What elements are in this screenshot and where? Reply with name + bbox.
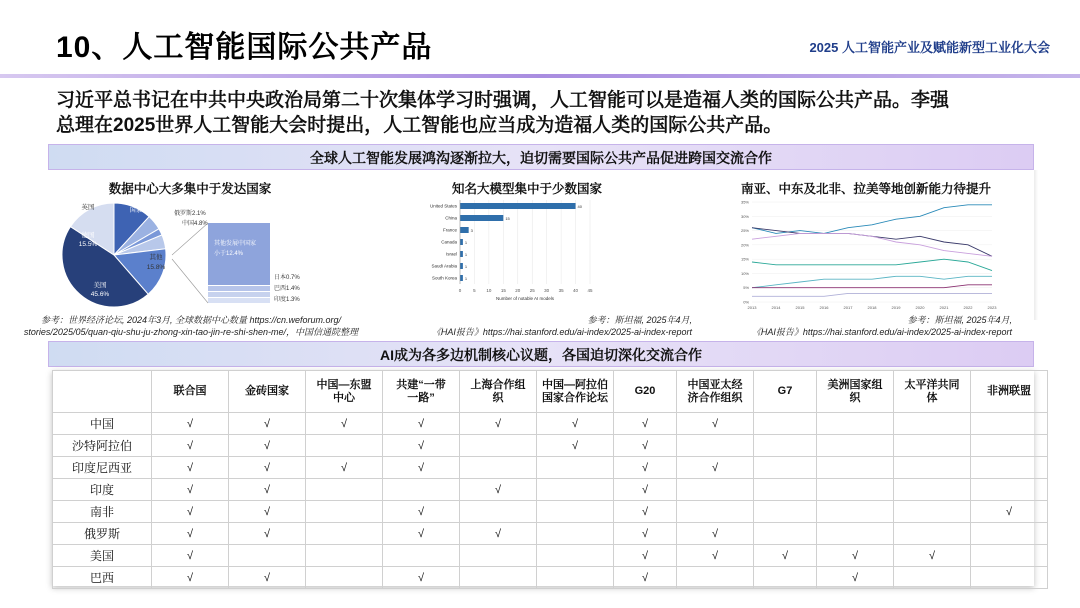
check-cell: √ bbox=[383, 457, 460, 479]
country-name: 印度 bbox=[53, 479, 152, 501]
check-cell: √ bbox=[383, 523, 460, 545]
table-column-header: 美洲国家组 织 bbox=[817, 371, 894, 413]
table-column-header: G20 bbox=[614, 371, 677, 413]
check-cell: √ bbox=[229, 501, 306, 523]
check-cell: √ bbox=[152, 413, 229, 435]
empty-cell bbox=[971, 545, 1048, 567]
empty-cell bbox=[383, 545, 460, 567]
empty-cell bbox=[460, 501, 537, 523]
breakdown-label: 巴西1.4% bbox=[274, 286, 300, 292]
breakdown-bar bbox=[208, 286, 270, 291]
empty-cell bbox=[971, 523, 1048, 545]
table-column-header: 中国—东盟 中心 bbox=[306, 371, 383, 413]
x-tick-label: 2017 bbox=[843, 305, 853, 310]
check-cell: √ bbox=[229, 523, 306, 545]
x-tick-label: 35 bbox=[558, 288, 564, 293]
empty-cell bbox=[754, 479, 817, 501]
check-cell: √ bbox=[306, 413, 383, 435]
country-name: 巴西 bbox=[53, 567, 152, 589]
country-name: 南非 bbox=[53, 501, 152, 523]
section-banner-multilateral: AI成为各多边机制核心议题，各国迫切深化交流合作 bbox=[48, 341, 1034, 367]
x-tick-label: 2018 bbox=[867, 305, 877, 310]
table-header-row bbox=[53, 371, 1048, 413]
check-cell: √ bbox=[152, 479, 229, 501]
table-column-header: 中国—阿拉伯 国家合作论坛 bbox=[537, 371, 614, 413]
intro-text bbox=[56, 88, 1046, 138]
table-column-header: 金砖国家 bbox=[229, 371, 306, 413]
empty-cell bbox=[537, 479, 614, 501]
table-row bbox=[53, 457, 1048, 479]
category-label: Canada bbox=[441, 239, 457, 245]
table-row bbox=[53, 523, 1048, 545]
check-cell: √ bbox=[306, 457, 383, 479]
check-cell: √ bbox=[229, 479, 306, 501]
check-cell: √ bbox=[677, 457, 754, 479]
empty-cell bbox=[894, 523, 971, 545]
intro-line-2: 总理在2025世界人工智能大会时提出，人工智能也应当成为造福人类的国际公共产品。 bbox=[56, 115, 783, 136]
check-cell: √ bbox=[614, 413, 677, 435]
y-tick-label: 30% bbox=[740, 213, 749, 219]
reference-2: 参考：斯坦福, 2025年4月, 《HAI报告》https://hai.stanford.edu/ai-index/2025-ai-index-report bbox=[431, 315, 692, 337]
country-name: 中国 bbox=[53, 413, 152, 435]
empty-cell bbox=[817, 479, 894, 501]
empty-cell bbox=[677, 567, 754, 589]
series-line bbox=[752, 285, 992, 288]
table-row bbox=[53, 501, 1048, 523]
bar-value-label: 1 bbox=[464, 264, 468, 269]
check-cell: √ bbox=[537, 435, 614, 457]
empty-cell bbox=[754, 457, 817, 479]
x-tick-label: 5 bbox=[473, 288, 476, 293]
intro-line-1: 习近平总书记在中共中央政治局第二十次集体学习时强调，人工智能可以是造福人类的国际公共产品。李强 bbox=[56, 90, 950, 111]
empty-cell bbox=[306, 501, 383, 523]
table-column-header: 太平洋共同 体 bbox=[894, 371, 971, 413]
bar bbox=[460, 275, 463, 281]
check-cell: √ bbox=[614, 567, 677, 589]
bar-value-label: 1 bbox=[464, 252, 468, 257]
empty-cell bbox=[460, 545, 537, 567]
breakdown-bar bbox=[208, 292, 270, 297]
bar-value-label: 40 bbox=[577, 204, 583, 209]
table-column-header: G7 bbox=[754, 371, 817, 413]
table-column-header: 联合国 bbox=[152, 371, 229, 413]
section-banner-gap: 全球人工智能发展鸿沟逐渐拉大，迫切需要国际公共产品促进跨国交流合作 bbox=[48, 144, 1034, 170]
empty-cell bbox=[754, 501, 817, 523]
y-tick-label: 0% bbox=[743, 299, 749, 305]
check-cell: √ bbox=[971, 501, 1048, 523]
category-label: Saudi Arabia bbox=[431, 263, 457, 269]
check-cell: √ bbox=[383, 501, 460, 523]
chart-innovation-lines bbox=[730, 196, 1010, 316]
empty-cell bbox=[817, 501, 894, 523]
empty-cell bbox=[306, 545, 383, 567]
multilateral-table-panel bbox=[52, 370, 1034, 586]
series-line bbox=[752, 205, 992, 234]
table-row bbox=[53, 545, 1048, 567]
breakdown-label: 日本0.7% bbox=[274, 275, 300, 281]
check-cell: √ bbox=[677, 545, 754, 567]
empty-cell bbox=[754, 435, 817, 457]
check-cell: √ bbox=[460, 479, 537, 501]
x-axis-label: Number of notable AI models bbox=[495, 296, 555, 301]
check-cell: √ bbox=[383, 567, 460, 589]
check-cell: √ bbox=[614, 523, 677, 545]
event-name: 2025 人工智能产业及赋能新型工业化大会 bbox=[809, 40, 1050, 55]
check-cell: √ bbox=[677, 523, 754, 545]
empty-cell bbox=[537, 567, 614, 589]
y-tick-label: 35% bbox=[740, 199, 749, 205]
check-cell: √ bbox=[229, 567, 306, 589]
breakdown-label: 小于12.4% bbox=[214, 251, 244, 257]
category-label: South Korea bbox=[431, 275, 457, 281]
chart-title-models: 知名大模型集中于少数国家 bbox=[451, 182, 602, 196]
bar bbox=[460, 251, 463, 257]
x-tick-label: 25 bbox=[529, 288, 535, 293]
empty-cell bbox=[894, 413, 971, 435]
table-row bbox=[53, 435, 1048, 457]
empty-cell bbox=[894, 435, 971, 457]
bar bbox=[460, 263, 463, 269]
check-cell: √ bbox=[817, 545, 894, 567]
series-line bbox=[752, 259, 992, 270]
table-column-header: 上海合作组 织 bbox=[460, 371, 537, 413]
check-cell: √ bbox=[152, 435, 229, 457]
empty-cell bbox=[817, 523, 894, 545]
reference-3: 参考：斯坦福, 2025年4月, 《HAI报告》https://hai.stanford.edu/ai-index/2025-ai-index-report bbox=[751, 315, 1012, 337]
check-cell: √ bbox=[614, 501, 677, 523]
table-corner-cell bbox=[53, 371, 152, 413]
empty-cell bbox=[894, 457, 971, 479]
connector-line bbox=[172, 223, 208, 255]
empty-cell bbox=[383, 479, 460, 501]
empty-cell bbox=[537, 523, 614, 545]
y-tick-label: 25% bbox=[740, 228, 749, 234]
bar bbox=[460, 215, 503, 221]
category-label: China bbox=[445, 215, 457, 221]
pie-label: 中国4.8% bbox=[182, 221, 208, 227]
empty-cell bbox=[754, 413, 817, 435]
chart-title-innovation: 南亚、中东及北非、拉美等地创新能力待提升 bbox=[740, 182, 991, 196]
page-title: 10、人工智能国际公共产品 bbox=[56, 31, 433, 64]
country-name: 印度尼西亚 bbox=[53, 457, 152, 479]
table-column-header: 非洲联盟 bbox=[971, 371, 1048, 413]
check-cell: √ bbox=[460, 523, 537, 545]
chart-models-bar bbox=[420, 196, 600, 311]
table-row bbox=[53, 479, 1048, 501]
table-column-header: 共建“一带 一路” bbox=[383, 371, 460, 413]
breakdown-label: 其他发展中国家 bbox=[214, 241, 257, 247]
x-tick-label: 10 bbox=[486, 288, 492, 293]
empty-cell bbox=[537, 545, 614, 567]
country-name: 俄罗斯 bbox=[53, 523, 152, 545]
check-cell: √ bbox=[383, 435, 460, 457]
empty-cell bbox=[306, 479, 383, 501]
x-tick-label: 2016 bbox=[819, 305, 829, 310]
empty-cell bbox=[971, 435, 1048, 457]
empty-cell bbox=[460, 567, 537, 589]
empty-cell bbox=[971, 413, 1048, 435]
x-tick-label: 2022 bbox=[963, 305, 973, 310]
empty-cell bbox=[677, 479, 754, 501]
empty-cell bbox=[817, 457, 894, 479]
reference-1: 参考：世界经济论坛, 2024年3月, 全球数据中心数量 https://cn.weforum.org/ stories/2025/05/quan-qiu-shu-ju-zhong-xin-tao-jin-re-shi-shen-me/，中国信通院整理 bbox=[23, 315, 359, 337]
empty-cell bbox=[754, 567, 817, 589]
x-tick-label: 2015 bbox=[795, 305, 805, 310]
check-cell: √ bbox=[152, 501, 229, 523]
multilateral-table bbox=[52, 370, 1048, 589]
pie-label: 其他 bbox=[149, 254, 163, 261]
empty-cell bbox=[460, 435, 537, 457]
empty-cell bbox=[537, 501, 614, 523]
check-cell: √ bbox=[152, 545, 229, 567]
bar bbox=[460, 227, 469, 233]
table-column-header: 中国亚太经 济合作组织 bbox=[677, 371, 754, 413]
check-cell: √ bbox=[383, 413, 460, 435]
empty-cell bbox=[306, 567, 383, 589]
y-tick-label: 5% bbox=[743, 285, 749, 291]
check-cell: √ bbox=[677, 413, 754, 435]
check-cell: √ bbox=[894, 545, 971, 567]
x-tick-label: 2020 bbox=[915, 305, 925, 310]
empty-cell bbox=[894, 479, 971, 501]
y-tick-label: 20% bbox=[740, 242, 749, 248]
category-label: France bbox=[442, 227, 457, 233]
empty-cell bbox=[817, 435, 894, 457]
empty-cell bbox=[677, 435, 754, 457]
pie-label: 其他发达 bbox=[131, 199, 157, 205]
empty-cell bbox=[894, 567, 971, 589]
bar-value-label: 1 bbox=[464, 276, 468, 281]
x-tick-label: 45 bbox=[587, 288, 593, 293]
country-name: 沙特阿拉伯 bbox=[53, 435, 152, 457]
breakdown-label: 印度1.3% bbox=[274, 297, 300, 303]
check-cell: √ bbox=[229, 435, 306, 457]
empty-cell bbox=[971, 567, 1048, 589]
pie-label: 国家11.8% bbox=[129, 208, 159, 214]
pie-label: 俄罗斯2.1% bbox=[174, 211, 206, 217]
check-cell: √ bbox=[537, 413, 614, 435]
check-cell: √ bbox=[614, 435, 677, 457]
pie-label: 45.6% bbox=[90, 291, 110, 298]
check-cell: √ bbox=[229, 457, 306, 479]
chart-title-datacenter: 数据中心大多集中于发达国家 bbox=[108, 182, 272, 196]
x-tick-label: 2023 bbox=[987, 305, 997, 310]
chart-datacenter-pie bbox=[52, 195, 372, 310]
y-tick-label: 10% bbox=[740, 270, 749, 276]
empty-cell bbox=[306, 435, 383, 457]
series-line bbox=[752, 293, 992, 296]
empty-cell bbox=[677, 501, 754, 523]
bar bbox=[460, 239, 463, 245]
x-tick-label: 2013 bbox=[747, 305, 757, 310]
x-tick-label: 40 bbox=[573, 288, 579, 293]
pie-label: 美国 bbox=[93, 282, 107, 289]
x-tick-label: 2014 bbox=[771, 305, 781, 310]
x-tick-label: 0 bbox=[458, 288, 462, 293]
panel-shadow bbox=[1034, 170, 1038, 320]
empty-cell bbox=[894, 501, 971, 523]
bar-value-label: 1 bbox=[464, 240, 468, 245]
check-cell: √ bbox=[229, 413, 306, 435]
check-cell: √ bbox=[614, 479, 677, 501]
header-divider bbox=[0, 74, 1080, 78]
check-cell: √ bbox=[152, 457, 229, 479]
table-row bbox=[53, 413, 1048, 435]
pie-label: 15.8% bbox=[146, 264, 166, 271]
check-cell: √ bbox=[614, 457, 677, 479]
category-label: United States bbox=[429, 203, 457, 209]
table-row bbox=[53, 567, 1048, 589]
empty-cell bbox=[754, 523, 817, 545]
check-cell: √ bbox=[152, 567, 229, 589]
empty-cell bbox=[460, 457, 537, 479]
category-label: Israel bbox=[445, 251, 457, 257]
pie-label: 德国 bbox=[81, 232, 95, 239]
pie-label: 英国 bbox=[81, 204, 95, 211]
empty-cell bbox=[971, 457, 1048, 479]
bar-value-label: 3 bbox=[470, 228, 473, 233]
connector-line bbox=[172, 259, 208, 303]
check-cell: √ bbox=[460, 413, 537, 435]
y-tick-label: 15% bbox=[740, 256, 749, 262]
x-tick-label: 20 bbox=[515, 288, 521, 293]
check-cell: √ bbox=[614, 545, 677, 567]
empty-cell bbox=[971, 479, 1048, 501]
check-cell: √ bbox=[754, 545, 817, 567]
bar-value-label: 15 bbox=[505, 216, 510, 221]
breakdown-bar bbox=[208, 298, 270, 303]
x-tick-label: 2021 bbox=[939, 305, 949, 310]
country-name: 美国 bbox=[53, 545, 152, 567]
empty-cell bbox=[229, 545, 306, 567]
pie-label: 15.5% bbox=[78, 241, 98, 248]
x-tick-label: 15 bbox=[500, 288, 506, 293]
empty-cell bbox=[817, 413, 894, 435]
empty-cell bbox=[306, 523, 383, 545]
check-cell: √ bbox=[152, 523, 229, 545]
bar bbox=[460, 203, 576, 209]
x-tick-label: 2019 bbox=[891, 305, 901, 310]
check-cell: √ bbox=[817, 567, 894, 589]
x-tick-label: 30 bbox=[544, 288, 550, 293]
empty-cell bbox=[537, 457, 614, 479]
